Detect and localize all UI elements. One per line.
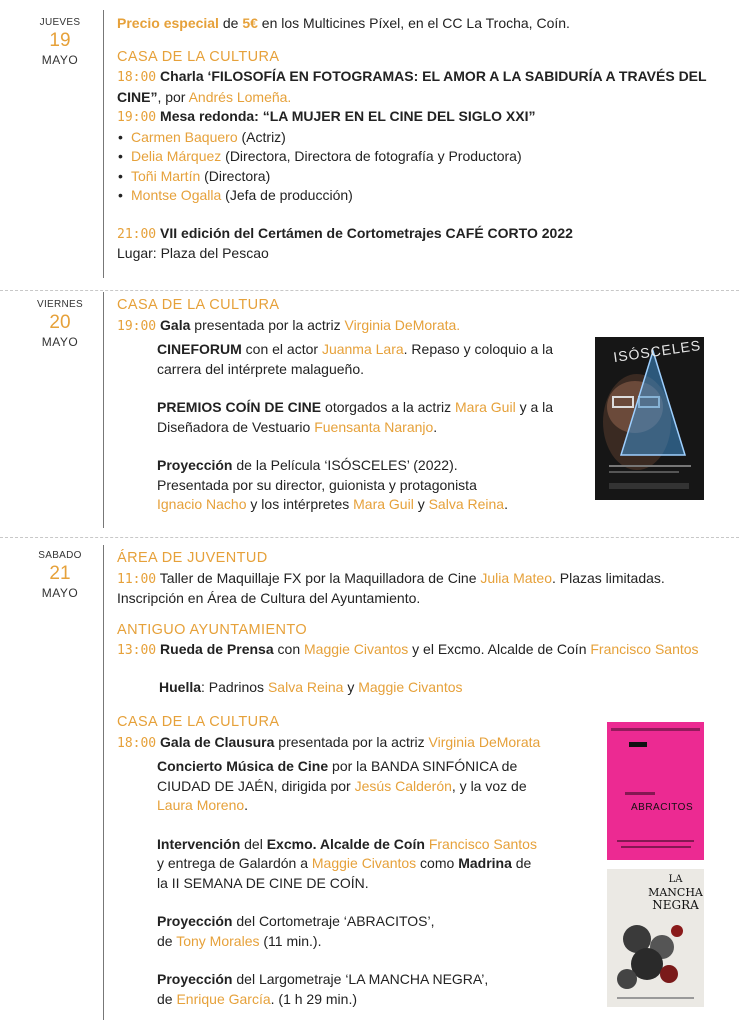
list-item: • Toñi Martín (Directora): [117, 167, 725, 187]
poster-title: ISÓSCELES: [612, 337, 703, 366]
intervencion-text: Intervención del Excmo. Alcalde de Coín Francisco Santos y entrega de Galardón a Maggie Civantos como Madrina de la II SEMANA DE CINE DE COÍN.: [157, 835, 537, 891]
event-charla: 18:00 Charla ‘FILOSOFÍA EN FOTOGRAMAS: EL AMOR A LA SABIDURÍA A TRAVÉS DEL CINE”, por Andrés Lomeña.: [117, 68, 707, 105]
day-divider-line: [103, 545, 104, 1020]
list-item: • Carmen Baquero (Actriz): [117, 128, 725, 148]
venue-heading: CASA DE LA CULTURA: [117, 714, 280, 730]
event-rueda-prensa: 13:00 Rueda de Prensa con Maggie Civantos y el Excmo. Alcalde de Coín Francisco Santos: [117, 641, 699, 658]
month: MAYO: [41, 53, 79, 67]
venue-heading: ÁREA DE JUVENTUD: [117, 550, 268, 566]
premios-text: PREMIOS COÍN DE CINE otorgados a la actriz Mara Guil y a la Diseñadora de Vestuario Fuensanta Naranjo.: [157, 399, 554, 435]
panel-list: [117, 128, 725, 206]
poster-title: LA MANCHA NEGRA: [648, 874, 703, 912]
event-certamen: 21:00 VII edición del Certámen de Cortometrajes CAFÉ CORTO 2022: [117, 224, 573, 242]
poster-title: ABRACITOS: [631, 802, 694, 813]
gala-details: [157, 340, 577, 515]
concierto-text: Concierto Música de Cine por la BANDA SINFÓNICA de CIUDAD DE JAÉN, dirigida por Jesús Calderón, y la voz de Laura Moreno.: [157, 758, 527, 813]
list-item: • Montse Ogalla (Jefa de producción): [117, 186, 725, 206]
venue-heading: CASA DE LA CULTURA: [117, 297, 280, 313]
proyeccion-text: Proyección de la Película ‘ISÓSCELES’ (2022). Presentada por su director, guionista y protagonista Ignacio Nacho y los intérpretes Mara Guil y Salva Reina.: [157, 457, 508, 512]
event-gala-clausura: 18:00 Gala de Clausura presentada por la actriz Virginia DeMorata: [117, 733, 541, 751]
day-of-week: VIERNES: [36, 299, 83, 310]
cineforum-text: CINEFORUM con el actor Juanma Lara. Repaso y coloquio a la carrera del intérprete malagueño.: [157, 341, 554, 377]
date-block-19: [18, 16, 102, 68]
date-block-21: [18, 549, 102, 601]
poster-art: [595, 337, 704, 500]
day-number: 20: [49, 312, 71, 333]
month: MAYO: [41, 335, 79, 349]
special-price-line: Precio especial de 5€ en los Multicines Píxel, en el CC La Trocha, Coín.: [117, 15, 570, 31]
event-mesa-redonda: 19:00 Mesa redonda: “LA MUJER EN EL CINE DEL SIGLO XXI”: [117, 108, 536, 125]
event-location: Lugar: Plaza del Pescao: [117, 245, 269, 261]
section-divider: [0, 290, 739, 291]
month: MAYO: [41, 586, 79, 600]
abracitos-poster-image: [607, 722, 704, 860]
event-taller: 11:00 Taller de Maquillaje FX por la Maquilladora de Cine Julia Mateo. Plazas limitadas. Inscripción en Área de Cultura del Ayuntamiento.: [117, 569, 665, 606]
huella-text: Huella: Padrinos Salva Reina y Maggie Civantos: [159, 678, 463, 695]
section-divider: [0, 537, 739, 538]
day-19-content: [117, 14, 725, 264]
date-block-20: [18, 298, 102, 350]
day-divider-line: [103, 292, 104, 528]
clausura-details: [157, 757, 537, 1009]
la-mancha-negra-poster-image: [607, 869, 704, 1007]
day-of-week: JUEVES: [39, 17, 81, 28]
list-item: • Delia Márquez (Directora, Directora de fotografía y Productora): [117, 147, 725, 167]
day-number: 19: [49, 30, 71, 51]
venue-heading: CASA DE LA CULTURA: [117, 48, 280, 65]
day-divider-line: [103, 10, 104, 278]
proyeccion-corto-text: Proyección del Cortometraje ‘ABRACITOS’, de Tony Morales (11 min.).: [157, 913, 435, 949]
day-of-week: SABADO: [38, 550, 82, 561]
poster-art: [607, 722, 704, 860]
proyeccion-largo-text: Proyección del Largometraje ‘LA MANCHA NEGRA’, de Enrique García. (1 h 29 min.): [157, 971, 489, 1007]
venue-heading: ANTIGUO AYUNTAMIENTO: [117, 621, 308, 638]
event-gala: 19:00 Gala presentada por la actriz Virginia DeMorata.: [117, 316, 461, 334]
day-number: 21: [49, 563, 71, 584]
isosceles-poster-image: [595, 337, 704, 500]
